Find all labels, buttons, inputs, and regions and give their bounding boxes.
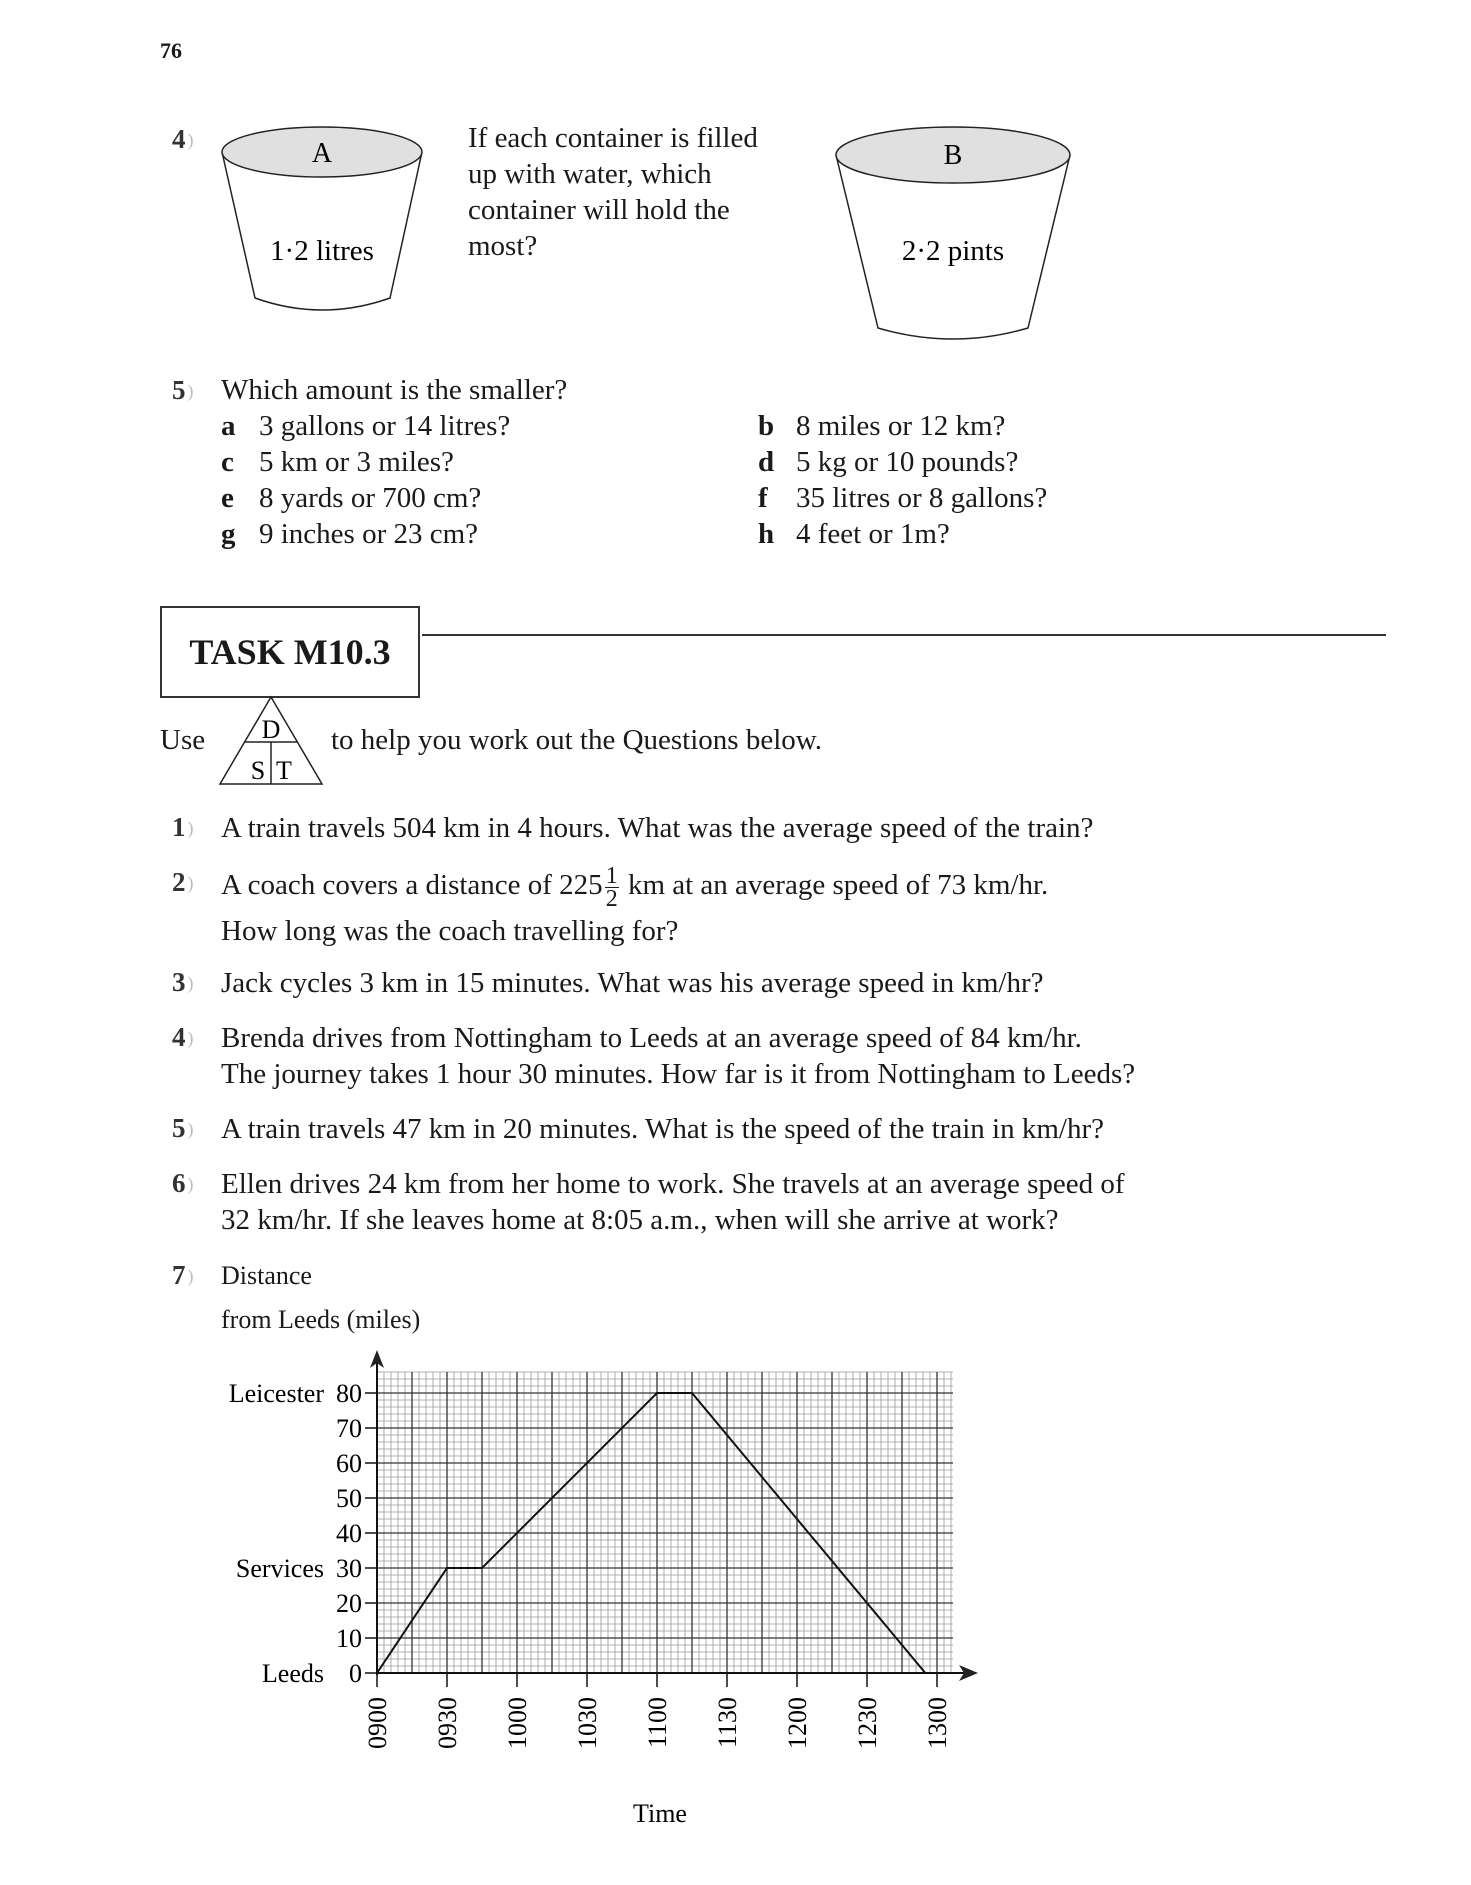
- dst-s: S: [250, 756, 266, 785]
- container-b-capacity: 2·2 pints: [901, 235, 1005, 267]
- question-number: 7 ): [172, 1260, 194, 1291]
- y-tick-label: 40: [336, 1519, 362, 1548]
- x-axis-label: Time: [633, 1799, 687, 1828]
- question5-part-c: c 5 km or 3 miles?: [221, 446, 454, 478]
- y-tick-label: 30: [336, 1554, 362, 1583]
- question-6-line-1: Ellen drives 24 km from her home to work. She travels at an average speed of: [221, 1168, 1125, 1200]
- x-tick-label: 1130: [713, 1697, 742, 1749]
- x-tick-label: 1000: [503, 1697, 532, 1749]
- prompt-line: container will hold the: [468, 194, 730, 226]
- y-ticks: [229, 1379, 377, 1688]
- x-tick-label: 1200: [783, 1697, 812, 1749]
- x-ticks: [363, 1673, 952, 1749]
- x-tick-label: 1300: [923, 1697, 952, 1749]
- y-tick-label: 60: [336, 1449, 362, 1478]
- question-number: 5 ): [172, 1113, 194, 1144]
- grid-major: [377, 1372, 953, 1673]
- question5-part-g: g 9 inches or 23 cm?: [221, 518, 479, 550]
- question5-part-e: e 8 yards or 700 cm?: [221, 482, 482, 514]
- container-a-capacity: 1·2 litres: [270, 235, 374, 267]
- x-tick-label: 1100: [643, 1697, 672, 1749]
- graph-ylabel-line-2: from Leeds (miles): [221, 1305, 421, 1334]
- question-number: 6 ): [172, 1168, 194, 1199]
- question5-part-d: d 5 kg or 10 pounds?: [758, 446, 1019, 478]
- y-tick-label: 0: [349, 1659, 362, 1688]
- graph-ylabel-line-1: Distance: [221, 1261, 312, 1290]
- question-number: 1 ): [172, 812, 194, 843]
- question5-prompt: Which amount is the smaller?: [221, 374, 568, 406]
- fraction-half: $\frac{1}{2}$: [605, 863, 618, 912]
- y-tick-label: 10: [336, 1624, 362, 1653]
- container-b-letter: B: [943, 140, 963, 171]
- x-tick-label: 0900: [363, 1697, 392, 1749]
- task-title: TASK M10.3: [160, 606, 420, 698]
- question-1-text: A train travels 504 km in 4 hours. What was the average speed of the train?: [221, 812, 1094, 844]
- question-number: 4 ): [172, 124, 194, 155]
- question-number: 5 ): [172, 375, 194, 406]
- question-2-line-1: A coach covers a distance of 225 $\frac{1}{2}$ km at an average speed of 73 km/hr.: [221, 863, 1049, 912]
- y-tick-label: 70: [336, 1414, 362, 1443]
- y-tick-label: 80: [336, 1379, 362, 1408]
- intro-use-label: Use: [160, 724, 206, 756]
- question5-part-a: a 3 gallons or 14 litres?: [221, 410, 511, 442]
- dst-d: D: [261, 715, 281, 744]
- question-6-line-2: 32 km/hr. If she leaves home at 8:05 a.m., when will she arrive at work?: [221, 1204, 1059, 1236]
- question-4-line-2: The journey takes 1 hour 30 minutes. How far is it from Nottingham to Leeds?: [221, 1058, 1136, 1090]
- question-2-line-2: How long was the coach travelling for?: [221, 915, 679, 947]
- y-tick-label: 50: [336, 1484, 362, 1513]
- y-tick-label: 20: [336, 1589, 362, 1618]
- dst-t: T: [276, 756, 292, 785]
- question-5-text: A train travels 47 km in 20 minutes. What is the speed of the train in km/hr?: [221, 1113, 1104, 1145]
- page-number: 76: [160, 38, 182, 63]
- question5-part-b: b 8 miles or 12 km?: [758, 410, 1006, 442]
- prompt-line: most?: [468, 230, 538, 262]
- question5-part-h: h 4 feet or 1m?: [758, 518, 950, 550]
- question-number: 3 ): [172, 967, 194, 998]
- y-place-label: Leicester: [228, 1379, 324, 1408]
- question-number: 4 ): [172, 1022, 194, 1053]
- x-tick-label: 0930: [433, 1697, 462, 1749]
- prompt-line: up with water, which: [468, 158, 712, 190]
- question-3-text: Jack cycles 3 km in 15 minutes. What was his average speed in km/hr?: [221, 967, 1044, 999]
- intro-text: to help you work out the Questions below.: [331, 724, 823, 756]
- question-4-line-1: Brenda drives from Nottingham to Leeds at an average speed of 84 km/hr.: [221, 1022, 1082, 1054]
- question5-part-f: f 35 litres or 8 gallons?: [758, 482, 1048, 514]
- x-tick-label: 1230: [853, 1697, 882, 1749]
- question-number: 2 ): [172, 867, 194, 898]
- prompt-line: If each container is filled: [468, 122, 758, 154]
- container-a-letter: A: [311, 138, 333, 169]
- y-place-label: Leeds: [261, 1659, 324, 1688]
- y-place-label: Services: [235, 1554, 324, 1583]
- x-tick-label: 1030: [573, 1697, 602, 1749]
